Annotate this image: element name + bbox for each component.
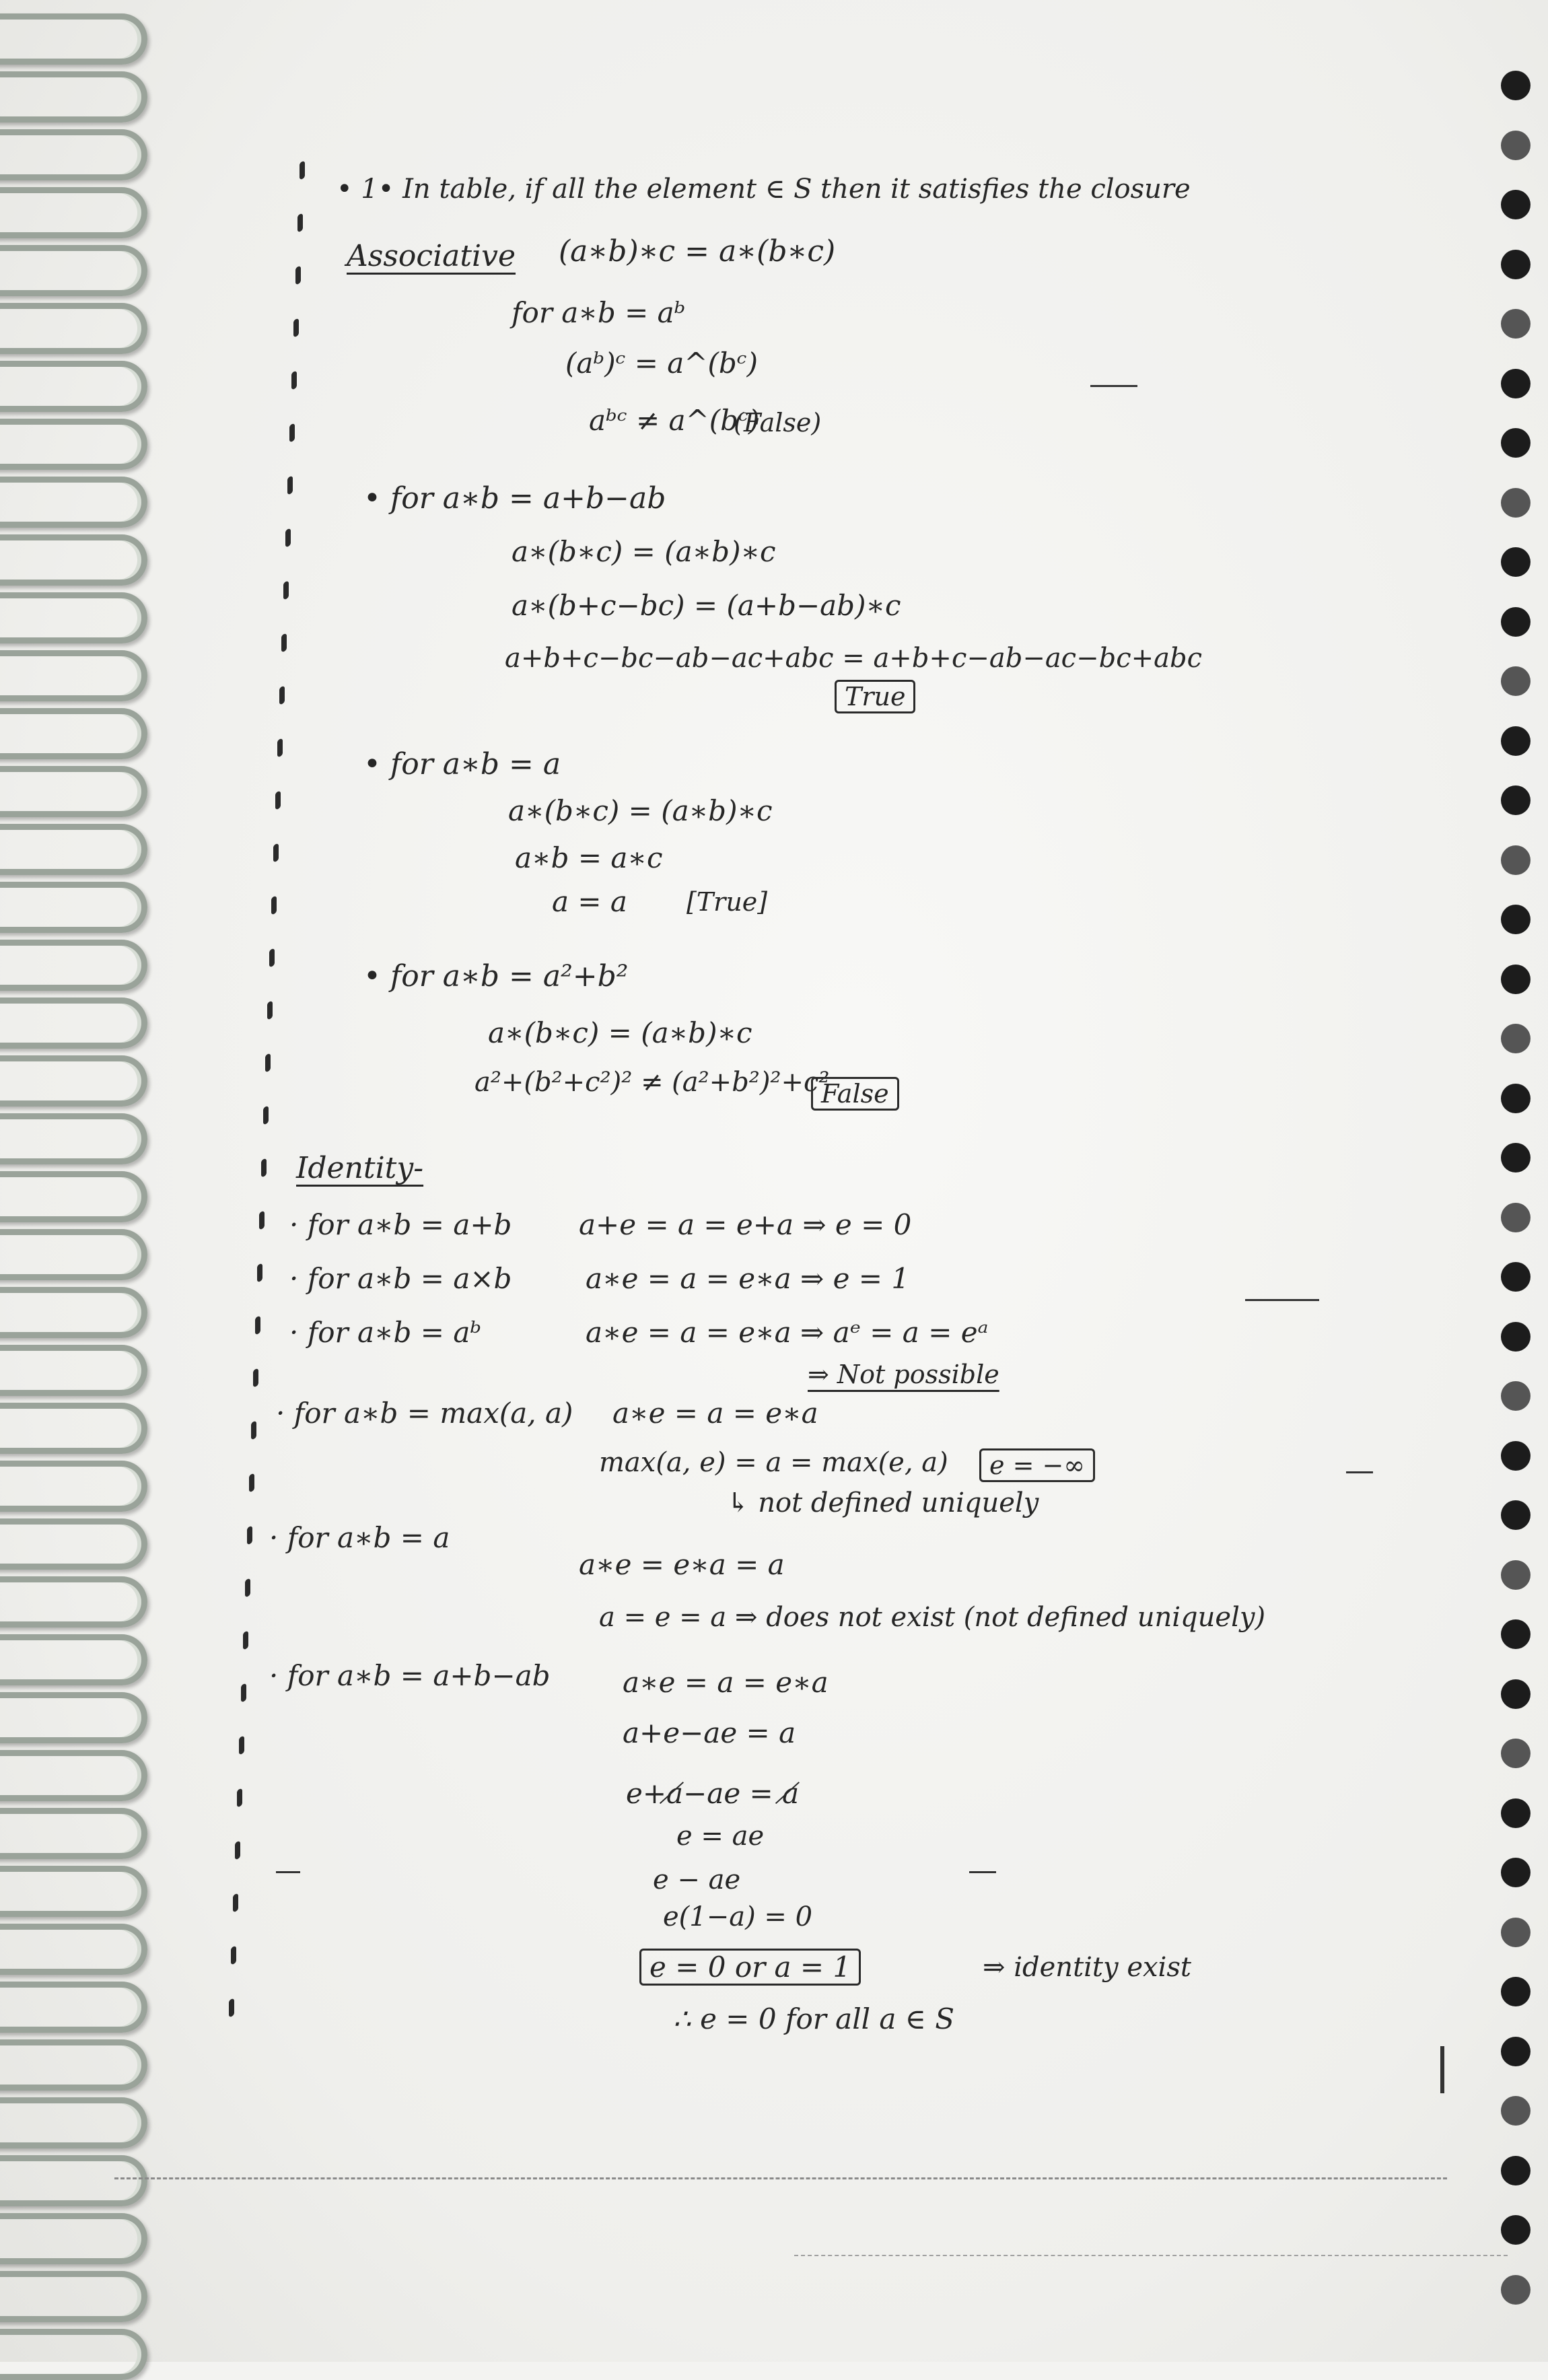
sub-eq-3: a+b+c−bc−ab−ac+abc = a+b+c−ab−ac−bc+abc <box>505 643 1202 674</box>
identity-5-op: · for a∗b = a <box>269 1521 450 1554</box>
margin-mark <box>251 1421 256 1440</box>
margin-mark <box>241 1683 246 1703</box>
identity-6-box: e = 0 or a = 1 <box>639 1949 861 1986</box>
margin-mark <box>295 266 301 285</box>
margin-mark <box>291 371 297 390</box>
margin-mark <box>231 1946 236 1965</box>
margin-mark <box>255 1316 260 1335</box>
margin-mark <box>265 1053 271 1073</box>
sq-eq-1: a∗(b∗c) = (a∗b)∗c <box>488 1016 752 1049</box>
margin-mark <box>259 1211 265 1230</box>
identity-4-op: · for a∗b = max(a, a) <box>276 1397 573 1430</box>
closure-note: • 1• In table, if all the element ∈ S then it satisfies the closure <box>337 174 1191 205</box>
a-eq-1: a∗(b∗c) = (a∗b)∗c <box>508 794 773 827</box>
margin-mark <box>275 791 281 810</box>
identity-6-w6: e(1−a) = 0 <box>663 1901 813 1932</box>
associative-definition: (a∗b)∗c = a∗(b∗c) <box>559 234 836 269</box>
sq-eq-2: a²+(b²+c²)² ≠ (a²+b²)²+c² <box>474 1067 830 1098</box>
a-eq-2: a∗b = a∗c <box>515 841 663 874</box>
identity-4-work-2: max(a, e) = a = max(e, a) <box>599 1447 948 1478</box>
margin-mark <box>279 686 285 705</box>
margin-mark <box>233 1893 238 1913</box>
margin-mark <box>261 1158 267 1178</box>
a-result: [True] <box>687 887 768 917</box>
identity-5-work: a∗e = e∗a = a <box>579 1548 785 1581</box>
identity-6-w4: e = ae <box>676 1821 765 1852</box>
margin-mark <box>253 1368 258 1388</box>
identity-1-work: a+e = a = e+a ⇒ e = 0 <box>579 1208 912 1241</box>
margin-mark <box>300 161 305 180</box>
associative-heading: Associative <box>347 239 516 273</box>
margin-mark <box>297 213 303 233</box>
identity-4-work: a∗e = a = e∗a <box>612 1397 818 1430</box>
margin-mark <box>267 1001 273 1020</box>
sub-intro: • for a∗b = a+b−ab <box>363 481 666 516</box>
margin-mark <box>229 1998 234 2018</box>
sub-eq-2: a∗(b+c−bc) = (a+b−ab)∗c <box>512 589 901 622</box>
margin-mark <box>287 476 293 495</box>
margin-mark <box>247 1526 252 1545</box>
power-intro: for a∗b = aᵇ <box>512 296 686 329</box>
margin-mark <box>293 318 299 338</box>
identity-6-w3: e+a̸−ae = a̸ <box>626 1777 800 1810</box>
sub-eq-1: a∗(b∗c) = (a∗b)∗c <box>512 535 776 568</box>
identity-3-work: a∗e = a = e∗a ⇒ aᵉ = a = eᵃ <box>586 1316 989 1349</box>
margin-mark <box>269 948 275 968</box>
margin-mark <box>281 633 287 653</box>
identity-6-w5: e − ae <box>653 1864 741 1895</box>
sq-intro: • for a∗b = a²+b² <box>363 959 629 993</box>
margin-mark <box>263 1106 269 1125</box>
margin-mark <box>271 896 277 915</box>
margin-mark <box>273 843 279 863</box>
identity-6-w2: a+e−ae = a <box>623 1716 796 1749</box>
power-eq-2: aᵇᶜ ≠ a^(bᶜ) <box>589 404 760 437</box>
margin-mark <box>249 1473 254 1493</box>
identity-6-arrow: ⇒ identity exist <box>983 1952 1191 1983</box>
identity-2-work: a∗e = a = e∗a ⇒ e = 1 <box>586 1262 910 1295</box>
identity-1-op: · for a∗b = a+b <box>289 1208 512 1241</box>
identity-2-op: · for a∗b = a×b <box>289 1262 512 1295</box>
margin-mark <box>283 581 289 600</box>
identity-6-conclusion: ∴ e = 0 for all a ∈ S <box>673 2002 955 2035</box>
identity-5-work-2: a = e = a ⇒ does not exist (not defined uniquely) <box>599 1602 1266 1633</box>
margin-mark <box>237 1788 242 1808</box>
identity-6-op: · for a∗b = a+b−ab <box>269 1659 551 1692</box>
identity-3-result: ⇒ Not possible <box>808 1360 999 1389</box>
identity-4-box: e = −∞ <box>979 1448 1095 1482</box>
margin-mark <box>239 1736 244 1755</box>
margin-mark <box>277 738 283 758</box>
margin-mark <box>243 1631 248 1650</box>
margin-mark <box>257 1263 262 1283</box>
identity-6-w1: a∗e = a = e∗a <box>623 1666 829 1699</box>
a-eq-3: a = a <box>552 885 627 918</box>
power-result: (False) <box>734 408 822 438</box>
identity-heading: Identity- <box>296 1151 424 1185</box>
sq-result: False <box>811 1077 899 1111</box>
margin-mark <box>289 423 295 443</box>
identity-4-note: ↳ not defined uniquely <box>727 1488 1039 1518</box>
margin-mark <box>285 528 291 548</box>
margin-mark <box>245 1578 250 1598</box>
identity-3-op: · for a∗b = aᵇ <box>289 1316 482 1349</box>
margin-mark <box>235 1841 240 1860</box>
a-intro: • for a∗b = a <box>363 747 561 781</box>
sub-result: True <box>835 680 915 713</box>
power-eq-1: (aᵇ)ᶜ = a^(bᶜ) <box>565 347 759 380</box>
